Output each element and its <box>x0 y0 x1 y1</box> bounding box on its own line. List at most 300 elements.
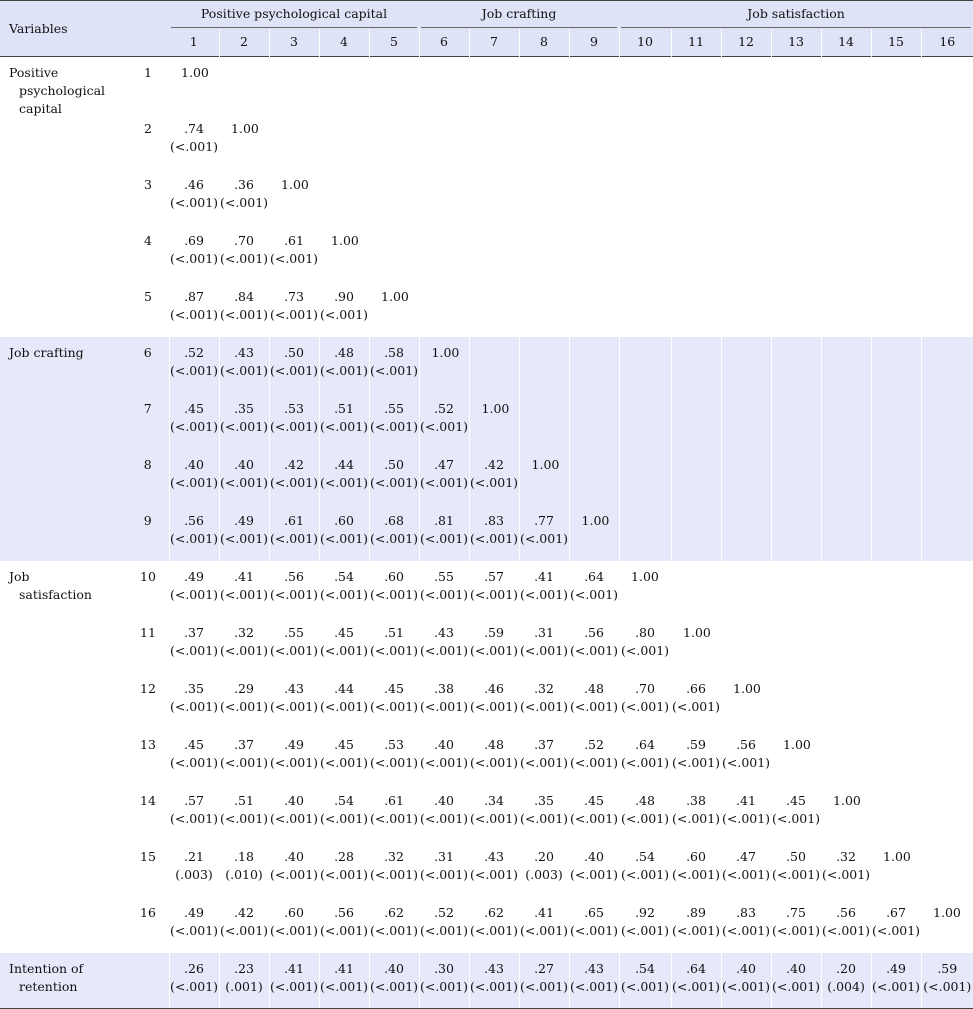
table-cell <box>921 785 973 841</box>
correlation-value: .45 <box>384 681 404 696</box>
p-value: (<.001) <box>469 755 519 770</box>
correlation-value: .62 <box>384 905 404 920</box>
column-header: 6 <box>419 29 469 57</box>
table-cell <box>921 673 973 729</box>
row-number: 5 <box>144 289 152 304</box>
table-cell <box>519 505 569 561</box>
table-cell <box>871 449 921 505</box>
correlation-value: .56 <box>284 569 304 584</box>
table-cell <box>419 169 469 225</box>
p-value: (<.001) <box>369 531 419 546</box>
p-value: (<.001) <box>169 979 219 994</box>
table-cell <box>569 673 619 729</box>
diagonal-value: 1.00 <box>733 681 761 696</box>
row-number: 1 <box>144 65 152 80</box>
correlation-value: .40 <box>184 457 204 472</box>
p-value: (<.001) <box>269 587 319 602</box>
table-cell <box>469 729 519 785</box>
correlation-value: .47 <box>736 849 756 864</box>
p-value: (<.001) <box>469 979 519 994</box>
table-cell <box>519 57 569 114</box>
p-value: (<.001) <box>569 923 619 938</box>
table-cell <box>721 673 771 729</box>
table-cell <box>671 785 721 841</box>
table-cell <box>369 281 419 337</box>
table-cell <box>771 673 821 729</box>
correlation-value: .54 <box>334 569 354 584</box>
table-cell <box>169 561 219 617</box>
table-cell <box>671 113 721 169</box>
table-cell <box>319 785 369 841</box>
p-value: (<.001) <box>419 475 469 490</box>
p-value: (<.001) <box>169 363 219 378</box>
p-value: (<.001) <box>621 923 670 938</box>
correlation-value: .43 <box>284 681 304 696</box>
table-cell <box>269 281 319 337</box>
table-cell <box>821 225 871 281</box>
p-value: (<.001) <box>772 867 821 882</box>
table-cell <box>671 57 721 114</box>
table-cell <box>821 841 871 897</box>
table-cell <box>169 897 219 953</box>
table-cell <box>871 225 921 281</box>
p-value: (<.001) <box>469 643 519 658</box>
table-cell <box>319 561 369 617</box>
p-value: (<.001) <box>722 923 771 938</box>
table-cell <box>519 169 569 225</box>
column-header: 13 <box>771 29 821 57</box>
table-cell <box>569 561 619 617</box>
table-cell <box>319 841 369 897</box>
p-value: (<.001) <box>319 643 369 658</box>
table-cell <box>721 729 771 785</box>
table-row <box>0 841 973 897</box>
table-cell <box>169 337 219 393</box>
correlation-value: .45 <box>584 793 604 808</box>
table-cell <box>169 785 219 841</box>
p-value: (<.001) <box>269 531 319 546</box>
table-cell <box>369 505 419 561</box>
p-value: (<.001) <box>269 419 319 434</box>
table-cell <box>169 729 219 785</box>
p-value: (<.001) <box>369 867 419 882</box>
table-cell <box>419 449 469 505</box>
table-cell <box>871 729 921 785</box>
correlation-value: .64 <box>686 961 706 976</box>
column-header: 3 <box>269 29 319 57</box>
table-row <box>0 337 973 393</box>
table-cell <box>519 337 569 393</box>
table-cell <box>269 449 319 505</box>
p-value: (<.001) <box>621 699 670 714</box>
p-value: (<.001) <box>169 307 219 322</box>
table-cell <box>319 281 369 337</box>
table-cell <box>619 841 671 897</box>
table-cell <box>671 169 721 225</box>
table-cell <box>419 225 469 281</box>
table-cell <box>921 897 973 953</box>
table-cell <box>219 113 269 169</box>
correlation-value: .56 <box>736 737 756 752</box>
table-cell <box>569 225 619 281</box>
correlation-value: .57 <box>484 569 504 584</box>
correlation-value: .45 <box>184 401 204 416</box>
correlation-value: .55 <box>434 569 454 584</box>
section-label-line: Intention of <box>9 961 84 976</box>
variables-header: Variables <box>0 1 169 57</box>
row-number: 8 <box>127 449 169 505</box>
table-cell <box>671 897 721 953</box>
table-cell <box>821 561 871 617</box>
correlation-value: .60 <box>284 905 304 920</box>
table-cell <box>771 449 821 505</box>
p-value: (<.001) <box>519 755 569 770</box>
table-cell <box>269 393 319 449</box>
p-value: (<.001) <box>319 475 369 490</box>
table-cell <box>671 953 721 1009</box>
correlation-value: .59 <box>686 737 706 752</box>
table-cell <box>569 953 619 1009</box>
p-value: (<.001) <box>469 867 519 882</box>
table-cell <box>821 729 871 785</box>
p-value: (<.001) <box>369 811 419 826</box>
p-value: (<.001) <box>169 811 219 826</box>
table-cell <box>721 841 771 897</box>
table-cell <box>721 57 771 114</box>
correlation-value: .45 <box>184 737 204 752</box>
table-cell <box>619 449 671 505</box>
table-cell <box>871 617 921 673</box>
p-value: (<.001) <box>469 811 519 826</box>
table-cell <box>269 169 319 225</box>
table-cell <box>319 673 369 729</box>
p-value: (<.001) <box>219 195 269 210</box>
correlation-value: .43 <box>484 849 504 864</box>
column-header: 9 <box>569 29 619 57</box>
table-cell <box>369 393 419 449</box>
table-cell <box>219 225 269 281</box>
correlation-value: .55 <box>384 401 404 416</box>
diagonal-value: 1.00 <box>331 233 359 248</box>
table-cell <box>469 113 519 169</box>
correlation-value: .36 <box>234 177 254 192</box>
correlation-value: .31 <box>534 625 554 640</box>
table-cell <box>771 169 821 225</box>
correlation-value: .44 <box>334 457 354 472</box>
table-row <box>0 617 973 673</box>
p-value: (<.001) <box>722 811 771 826</box>
p-value: (<.001) <box>319 587 369 602</box>
p-value: (<.001) <box>519 811 569 826</box>
p-value: (<.001) <box>169 587 219 602</box>
section-label-line: Job crafting <box>9 345 84 360</box>
table-cell <box>871 673 921 729</box>
correlation-value: .40 <box>584 849 604 864</box>
correlation-value: .83 <box>484 513 504 528</box>
table-cell <box>671 729 721 785</box>
table-cell <box>569 505 619 561</box>
table-cell <box>369 337 419 393</box>
table-cell <box>269 505 319 561</box>
p-value: (.003) <box>175 867 213 882</box>
correlation-value: .54 <box>334 793 354 808</box>
table-cell <box>369 841 419 897</box>
table-cell <box>721 393 771 449</box>
correlation-value: .65 <box>584 905 604 920</box>
correlation-value: .42 <box>484 457 504 472</box>
correlation-value: .41 <box>736 793 756 808</box>
table-cell <box>721 281 771 337</box>
p-value: (<.001) <box>569 867 619 882</box>
table-row <box>0 673 973 729</box>
correlation-value: .35 <box>534 793 554 808</box>
table-cell <box>671 449 721 505</box>
p-value: (<.001) <box>169 755 219 770</box>
table-cell <box>671 505 721 561</box>
p-value: (<.001) <box>269 755 319 770</box>
correlation-value: .45 <box>334 625 354 640</box>
diagonal-value: 1.00 <box>631 569 659 584</box>
table-cell <box>871 169 921 225</box>
table-row <box>0 953 973 1009</box>
table-cell <box>771 393 821 449</box>
p-value: (<.001) <box>369 923 419 938</box>
correlation-value: .35 <box>234 401 254 416</box>
correlation-value: .53 <box>384 737 404 752</box>
table-cell <box>169 281 219 337</box>
table-cell <box>219 785 269 841</box>
p-value: (<.001) <box>519 587 569 602</box>
table-cell <box>419 505 469 561</box>
table-cell <box>369 169 419 225</box>
table-cell <box>871 953 921 1009</box>
section-label-line: psychological <box>19 83 106 98</box>
table-cell <box>821 113 871 169</box>
table-cell <box>319 337 369 393</box>
p-value: (<.001) <box>621 755 670 770</box>
p-value: (<.001) <box>419 867 469 882</box>
table-row <box>0 785 973 841</box>
table-cell <box>519 617 569 673</box>
table-cell <box>169 113 219 169</box>
table-cell <box>821 169 871 225</box>
table-cell <box>821 617 871 673</box>
diagonal-value: 1.00 <box>783 737 811 752</box>
table-cell <box>821 897 871 953</box>
table-cell <box>921 113 973 169</box>
p-value: (<.001) <box>219 699 269 714</box>
p-value: (<.001) <box>219 923 269 938</box>
table-cell <box>569 785 619 841</box>
table-cell <box>519 729 569 785</box>
p-value: (<.001) <box>569 587 619 602</box>
table-cell <box>921 449 973 505</box>
row-number: 9 <box>127 505 169 561</box>
correlation-value: .37 <box>234 737 254 752</box>
correlation-value: .40 <box>234 457 254 472</box>
p-value: (<.001) <box>772 923 821 938</box>
table-cell <box>369 953 419 1009</box>
p-value: (<.001) <box>419 699 469 714</box>
table-cell <box>619 281 671 337</box>
p-value: (<.001) <box>569 643 619 658</box>
row-number: 16 <box>140 905 156 920</box>
table-cell <box>871 281 921 337</box>
correlation-value: .69 <box>184 233 204 248</box>
table-cell <box>319 393 369 449</box>
table-cell <box>219 561 269 617</box>
table-cell <box>771 785 821 841</box>
table-cell <box>319 113 369 169</box>
p-value: (<.001) <box>369 699 419 714</box>
p-value: (<.001) <box>319 979 369 994</box>
correlation-value: .64 <box>635 737 655 752</box>
p-value: (<.001) <box>219 587 269 602</box>
correlation-value: .48 <box>584 681 604 696</box>
table-cell <box>821 785 871 841</box>
p-value: (<.001) <box>269 307 319 322</box>
table-cell <box>419 393 469 449</box>
table-body <box>0 57 973 1009</box>
correlation-value: .32 <box>836 849 856 864</box>
table-cell <box>771 225 821 281</box>
table-cell <box>671 841 721 897</box>
correlation-value: .28 <box>334 849 354 864</box>
column-header: 1 <box>169 29 219 57</box>
table-cell <box>721 897 771 953</box>
correlation-value: .89 <box>686 905 706 920</box>
table-cell <box>871 897 921 953</box>
p-value: (<.001) <box>319 363 369 378</box>
table-cell <box>771 897 821 953</box>
p-value: (<.001) <box>269 251 319 266</box>
column-header: 11 <box>671 29 721 57</box>
correlation-value: .64 <box>584 569 604 584</box>
table-cell <box>269 225 319 281</box>
table-cell <box>871 113 921 169</box>
table-cell <box>519 673 569 729</box>
table-cell <box>721 561 771 617</box>
p-value: (.004) <box>827 979 865 994</box>
table-cell <box>619 953 671 1009</box>
table-cell <box>771 505 821 561</box>
correlation-value: .23 <box>234 961 254 976</box>
p-value: (<.001) <box>269 643 319 658</box>
table-row <box>0 729 973 785</box>
table-cell <box>469 897 519 953</box>
correlation-value: .42 <box>284 457 304 472</box>
table-cell <box>721 505 771 561</box>
correlation-value: .87 <box>184 289 204 304</box>
p-value: (<.001) <box>269 363 319 378</box>
p-value: (<.001) <box>621 867 670 882</box>
p-value: (<.001) <box>319 699 369 714</box>
correlation-value: .48 <box>635 793 655 808</box>
table-cell <box>169 393 219 449</box>
p-value: (<.001) <box>519 699 569 714</box>
p-value: (<.001) <box>621 643 670 658</box>
table-cell <box>771 953 821 1009</box>
p-value: (<.001) <box>672 699 721 714</box>
correlation-value: .41 <box>334 961 354 976</box>
p-value: (<.001) <box>219 643 269 658</box>
table-cell <box>369 449 419 505</box>
table-cell <box>871 841 921 897</box>
table-cell <box>721 617 771 673</box>
table-cell <box>469 337 519 393</box>
correlation-value: .32 <box>384 849 404 864</box>
diagonal-value: 1.00 <box>883 849 911 864</box>
table-cell <box>921 841 973 897</box>
table-cell <box>921 505 973 561</box>
correlation-value: .40 <box>384 961 404 976</box>
correlation-value: .70 <box>234 233 254 248</box>
table-cell <box>671 281 721 337</box>
section-label-line: satisfaction <box>19 587 92 602</box>
table-cell <box>269 113 319 169</box>
section-label-job-crafting <box>0 337 127 561</box>
table-cell <box>419 281 469 337</box>
table-cell <box>319 953 369 1009</box>
row-number: 3 <box>144 177 152 192</box>
correlation-value: .55 <box>284 625 304 640</box>
correlation-value: .49 <box>184 905 204 920</box>
table-cell <box>169 57 219 114</box>
p-value: (<.001) <box>219 755 269 770</box>
correlation-value: .31 <box>434 849 454 864</box>
table-cell <box>569 337 619 393</box>
table-cell <box>619 897 671 953</box>
table-cell <box>469 393 519 449</box>
diagonal-value: 1.00 <box>231 121 259 136</box>
table-cell <box>369 785 419 841</box>
table-cell <box>519 953 569 1009</box>
p-value: (<.001) <box>419 531 469 546</box>
table-cell <box>519 785 569 841</box>
table-cell <box>921 953 973 1009</box>
table-cell <box>771 337 821 393</box>
correlation-value: .59 <box>484 625 504 640</box>
table-cell <box>671 617 721 673</box>
correlation-value: .52 <box>434 401 454 416</box>
p-value: (<.001) <box>419 755 469 770</box>
p-value: (<.001) <box>519 979 569 994</box>
table-cell <box>821 57 871 114</box>
table-cell <box>821 337 871 393</box>
table-cell <box>921 561 973 617</box>
table-cell <box>569 617 619 673</box>
correlation-value: .56 <box>584 625 604 640</box>
p-value: (<.001) <box>419 587 469 602</box>
p-value: (<.001) <box>419 643 469 658</box>
table-cell <box>419 729 469 785</box>
column-header: 8 <box>519 29 569 57</box>
table-cell <box>771 113 821 169</box>
p-value: (<.001) <box>219 419 269 434</box>
table-row <box>0 281 973 337</box>
correlation-value: .70 <box>635 681 655 696</box>
table-cell <box>369 561 419 617</box>
correlation-value: .37 <box>534 737 554 752</box>
table-cell <box>269 785 319 841</box>
correlation-value: .60 <box>384 569 404 584</box>
correlation-value: .74 <box>184 121 204 136</box>
p-value: (<.001) <box>319 307 369 322</box>
table-cell <box>619 505 671 561</box>
diagonal-value: 1.00 <box>281 177 309 192</box>
p-value: (<.001) <box>169 251 219 266</box>
row-number: 12 <box>140 681 156 696</box>
